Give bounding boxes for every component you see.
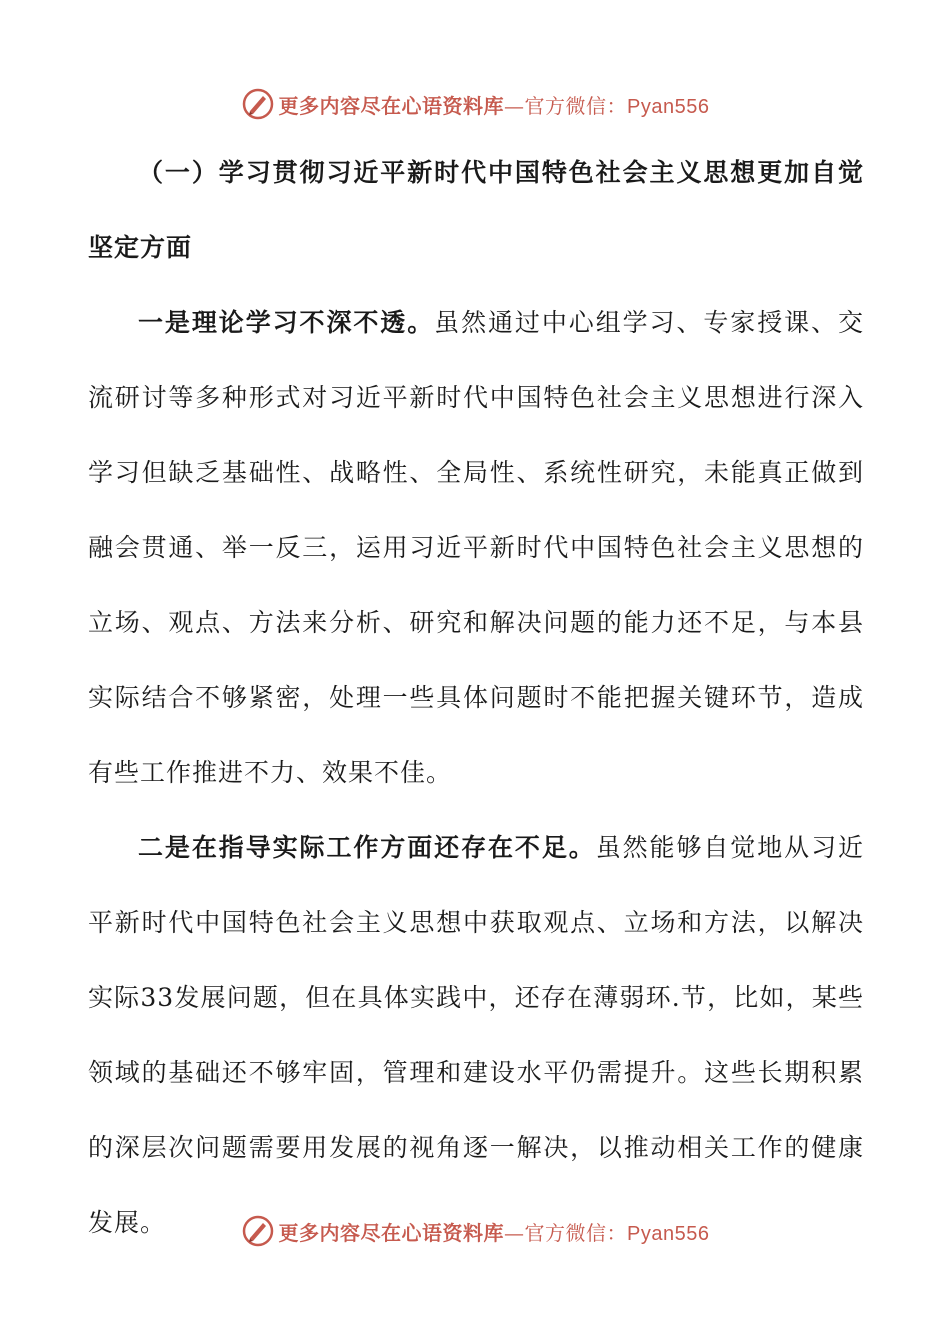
- paragraph-1-lead: 一是理论学习不深不透。: [138, 308, 435, 337]
- watermark-wechat-label: 官方微信：: [524, 1220, 628, 1245]
- document-body: [88, 135, 864, 1260]
- section-heading: （一）学习贯彻习近平新时代中国特色社会主义思想更加自觉坚定方面: [88, 158, 864, 262]
- watermark-wechat-id: Pyan556: [627, 1222, 710, 1245]
- watermark-brand: 更多内容尽在心语资料库: [278, 93, 505, 118]
- watermark-wechat-id: Pyan556: [627, 95, 710, 118]
- watermark-separator: —: [504, 93, 525, 118]
- watermark-wechat-label: 官方微信：: [524, 93, 628, 118]
- header-watermark: [0, 84, 950, 124]
- pen-seal-icon: [241, 87, 275, 121]
- paragraph-2-body: 虽然能够自觉地从习近平新时代中国特色社会主义思想中获取观点、立场和方法，以解决实际33发展问题，但在具体实践中，还存在薄弱环.节，比如，某些领域的基础还不够牢固，管理和建设水平仍需提升。这些长期积累的深层次问题需要用发展的视角逐一解决，以推动相关工作的健康发展。: [88, 833, 864, 1237]
- paragraph-1-body: 虽然通过中心组学习、专家授课、交流研讨等多种形式对习近平新时代中国特色社会主义思想进行深入学习但缺乏基础性、战略性、全局性、系统性研究，未能真正做到融会贯通、举一反三，运用习近平新时代中国特色社会主义思想的立场、观点、方法来分析、研究和解决问题的能力还不足，与本县实际结合不够紧密，处理一些具体问题时不能把握关键环节，造成有些工作推进不力、效果不佳。: [88, 308, 864, 787]
- paragraph-2-lead: 二是在指导实际工作方面还存在不足。: [138, 833, 596, 862]
- watermark-brand: 更多内容尽在心语资料库: [278, 1220, 505, 1245]
- pen-seal-icon: [241, 1214, 275, 1248]
- watermark-text: [279, 1217, 710, 1246]
- paragraph-2: [88, 810, 864, 1260]
- footer-watermark: [0, 1211, 950, 1251]
- watermark-text: [279, 90, 710, 119]
- paragraph-1: [88, 285, 864, 810]
- watermark-separator: —: [504, 1220, 525, 1245]
